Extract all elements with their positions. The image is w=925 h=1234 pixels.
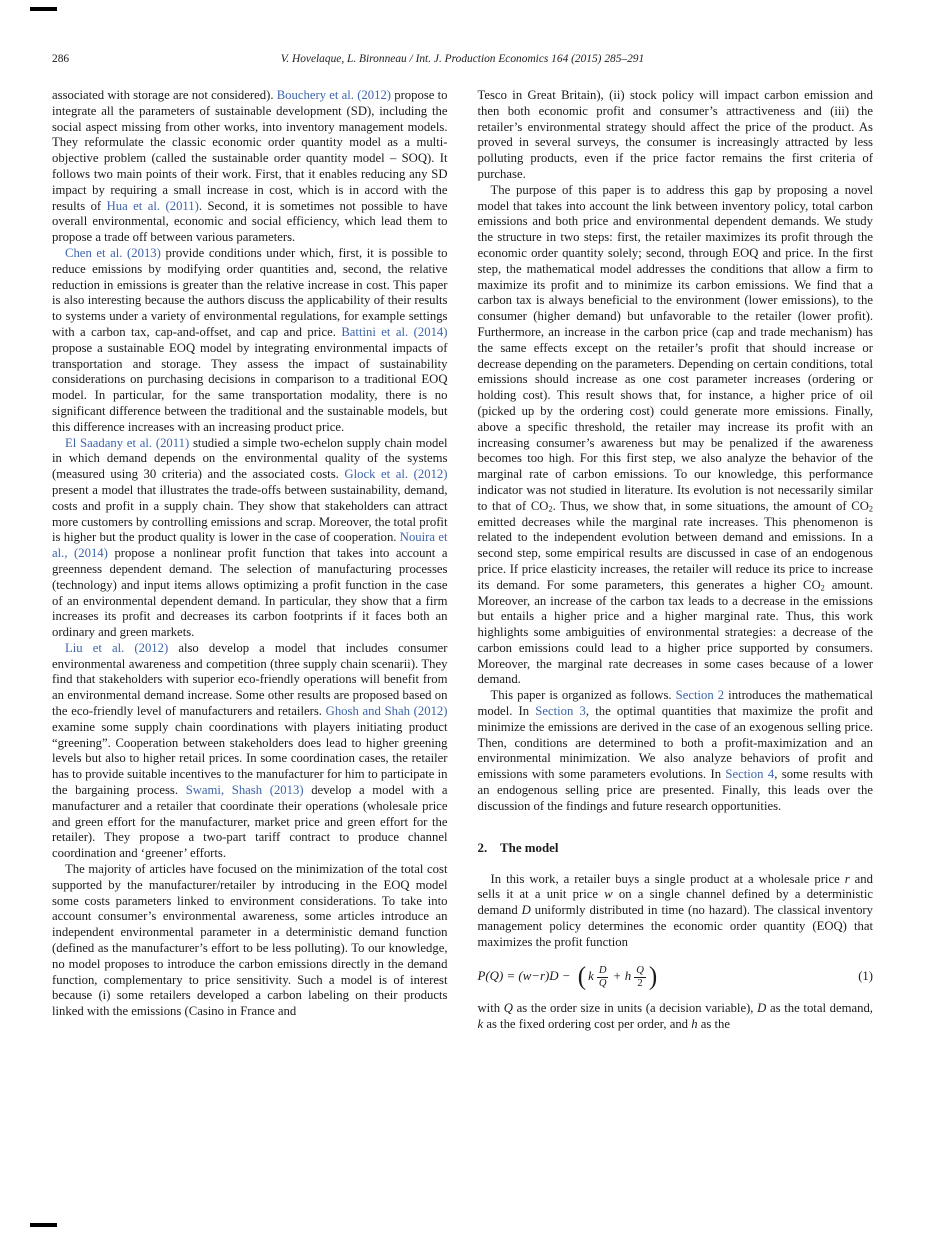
- text-run: propose a nonlinear profit function that takes into account a greenness dependent demand. The selection of manufacturing processes (technology) and input items allows optimizing a profit function in the case of an environmental dependent demand. In particular, they show that a firm increases its profit and decreases its carbon footprints if it faces both an ordinary and green markets.: [52, 546, 448, 640]
- text-run: D: [521, 903, 531, 918]
- citation-link[interactable]: Swami, Shash (2013): [185, 783, 304, 798]
- section-heading-the-model: 2. The model: [477, 840, 559, 855]
- equation-body: [477, 962, 659, 991]
- citation-link[interactable]: Glock et al. (2012): [344, 467, 448, 482]
- fraction-Q-over-2: [633, 965, 647, 990]
- text-run: associated with storage are not considered).: [52, 88, 277, 102]
- text-run: present a model that illustrates the trade-offs between sustainability, demand, costs and profit in a supply chain. They show that stakeholders can attract more customers by controlling emissions and scrap. Moreover, the total profit is higher but the product quality is lower in the case of cooperation.: [52, 482, 448, 545]
- citation-link[interactable]: Bouchery et al. (2012): [276, 88, 392, 102]
- text-run: , the optimal quantities that maximize the profit and minimize the emissions are derived in the case of an exogenous selling price. Then, conditions are determined to both a profit-maximization and an environmental minimization. We also analyze behaviors of profit and emissions with some parameters evolutions. In: [477, 704, 873, 782]
- text-run: amount. Moreover, an increase of the carbon tax leads to a decrease in the emissions but entails a higher price and a higher marginal rate. Thus, this work highlights some ambiguities of environmental strategies: a decrease of the carbon emissions could lead to a higher price supported by consumers. Moreover, the marginal rate decreases in some cases because of a lower demand.: [477, 577, 873, 687]
- paragraph: [52, 88, 448, 246]
- citation-link[interactable]: Chen et al. (2013): [65, 245, 161, 260]
- citation-link[interactable]: El Saadany et al. (2011): [65, 435, 190, 450]
- crop-mark-top: [30, 7, 57, 11]
- fraction-denominator: 2: [637, 977, 643, 989]
- paragraph: [478, 183, 874, 689]
- text-run: introduces the mathematical model. In: [477, 688, 873, 719]
- paragraph: [52, 246, 448, 436]
- right-column: [478, 88, 874, 1033]
- text-run: h: [691, 1016, 698, 1031]
- text-run: In this work, a retailer buys a single product at a wholesale price: [490, 871, 845, 886]
- text-run: uniformly distributed in time (no hazard). The classical inventory management policy determines the economic order quantity (EOQ) that maximizes the profit function: [477, 903, 873, 949]
- text-run: 2: [868, 504, 873, 514]
- running-head: V. Hovelaque, L. Bironneau / Int. J. Production Economics 164 (2015) 285–291: [280, 53, 645, 65]
- text-run: on a single channel defined by a deterministic demand: [477, 887, 873, 918]
- text-run: Q: [503, 1000, 513, 1015]
- article-body: [52, 88, 873, 1033]
- ordering-cost-symbol: k: [588, 969, 594, 984]
- after-equation-text: [478, 1001, 874, 1033]
- citation-link[interactable]: Battini et al. (2014): [341, 324, 448, 339]
- text-run: . Second, it is sometimes not possible to have overall environmental, economic and social efficiency, which lead them to propose a trade off between various parameters.: [52, 198, 448, 245]
- fraction-denominator: Q: [598, 977, 607, 989]
- text-run: , some results with an endogenous selling price are presented. Finally, this leads over the discussion of the findings and future research opportunities.: [477, 767, 873, 813]
- equation-1: [477, 962, 874, 991]
- section-link[interactable]: Section 3: [535, 704, 586, 719]
- citation-link[interactable]: Hua et al. (2011): [106, 198, 199, 213]
- text-run: studied a simple two-echelon supply chain model in which demand depends on the environmental quality of the systems (measured using 30 criteria) and the associated costs.: [52, 435, 448, 482]
- fraction-D-over-Q: [596, 965, 610, 990]
- citation-link[interactable]: Nouira et al., (2014): [52, 530, 448, 561]
- paragraph: [52, 436, 448, 641]
- page-number: 286: [52, 53, 70, 65]
- text-run: as the fixed ordering cost per order, and: [483, 1016, 692, 1031]
- text-run: 2: [820, 583, 825, 593]
- plus-operator: +: [613, 969, 621, 984]
- holding-cost-symbol: h: [624, 969, 632, 984]
- text-run: w: [604, 887, 613, 902]
- text-run: propose a sustainable EOQ model by integrating environmental impacts of transportation and storage. They assess the impact of sustainability considerations on purchasing decisions in comparison to a traditional EOQ model. In particular, for the same transportation modality, there is no significant difference between the traditional and the sustainable models, but this difference increases with an increasing product price.: [52, 340, 448, 434]
- right-column-text: [478, 88, 874, 815]
- text-run: Tesco in Great Britain), (ii) stock policy will impact carbon emission and then both economic profit and consumer’s attractiveness and (iii) the retailer’s environmental strategy should affect the price of the product. As proved in several surveys, the consumer is increasingly attracted by less polluting products, even if the price factor remains the first criteria of purchase.: [477, 88, 873, 181]
- left-column: [52, 88, 448, 1033]
- section-link[interactable]: Section 2: [675, 688, 725, 703]
- equation-lhs: P(Q) = (w−r)D −: [477, 969, 574, 984]
- citation-link[interactable]: Liu et al. (2012): [65, 640, 169, 655]
- text-run: as the order size in units (a decision variable),: [512, 1000, 758, 1015]
- text-run: k: [477, 1016, 484, 1031]
- text-run: propose to integrate all the parameters of sustainable development (SD), including the social aspect missing from other works, into inventory management models. They reformulate the classic economic order quantity model as a multi-objective problem (called the sustainable order quantity model – SOQ). It follows two main points of their work. First, that it enables reducing any SD impact by requiring a small increase in cost, which is in accord with the results of: [52, 88, 448, 213]
- text-run: This paper is organized as follows.: [490, 688, 676, 703]
- text-run: D: [757, 1000, 767, 1015]
- close-paren: ): [648, 962, 658, 991]
- text-run: also develop a model that includes consumer environmental awareness and competition (three supply chain scenarii). They find that stakeholders with superior eco-friendly operations will benefit from an environmental demand increase. Some other results are proposed based on the eco-friendly level of manufacturers and retailers.: [52, 640, 448, 719]
- text-run: develop a model with a manufacturer and a retailer that coordinate their operations (wholesale price and green effort for the manufacturer, market price and green effort for the retailer). They propose a two-part tariff contract to produce channel coordination and ‘greener’ efforts.: [52, 783, 448, 861]
- page-header: [52, 53, 873, 66]
- text-run: as the total demand,: [766, 1000, 873, 1015]
- text-run: provide conditions under which, first, it is possible to reduce emissions by modifying order quantities and, second, the relative reduction in emissions is greater than the relative increase in cost. This paper is also interesting because the authors discuss the applicability of their results to systems under a variety of environmental regulations, for example settings with a carbon tax, cap-and-offset, and cap and price.: [52, 245, 448, 339]
- text-run: and sells it at a unit price: [477, 871, 873, 902]
- paragraph: [52, 862, 448, 1020]
- citation-link[interactable]: Ghosh and Shah (2012): [325, 704, 448, 719]
- open-paren: (: [577, 962, 587, 991]
- text-run: 2: [548, 504, 553, 514]
- paragraph: [52, 641, 448, 862]
- section-link[interactable]: Section 4: [725, 767, 775, 782]
- text-run: as the: [697, 1016, 730, 1031]
- text-run: with: [477, 1000, 504, 1015]
- text-run: r: [844, 871, 850, 886]
- crop-mark-bottom: [30, 1223, 57, 1227]
- paragraph: [478, 88, 874, 183]
- model-intro-text: [478, 872, 874, 951]
- fraction-numerator: Q: [634, 965, 646, 978]
- paragraph: [478, 872, 874, 951]
- text-run: The majority of articles have focused on the minimization of the total cost supported by the manufacturer/retailer by introducing in the EOQ model some costs parameters linked to environment considerations. To take into account consumer’s environmental awareness, some articles introduce an independent environmental parameter in a deterministic demand function (defined as the manufacturer’s effort to be less polluting). To our knowledge, no model proposes to introduce the carbon emissions directly in the demand function, complementary to price sensitivity. Such a model is of interest because (i) some retailers developed a carbon labeling on their products linked with the emissions (Casino in France and: [52, 862, 448, 1019]
- paragraph: [478, 688, 874, 814]
- text-run: emitted decreases while the marginal rate increases. This phenomenon is related to the independent evolution between demand and emissions. In a second step, some empirical results are discussed in case of an endogenous price. If price elasticity increases, the retailer will reduce its price to increase its demand. For some parameters, this generates a higher CO: [477, 514, 873, 592]
- fraction-numerator: D: [597, 965, 609, 978]
- equation-number: (1): [858, 969, 873, 984]
- text-run: examine some supply chain coordinations with players initiating product “greening”. Cooperation between stakeholders does lead to higher greening levels but also to higher retail prices. In some coordination cases, the retailer has to provide suitable incentives to the manufacturer for him to participate in the bargaining process.: [52, 719, 448, 798]
- text-run: . Thus, we show that, in some situations, the amount of CO: [552, 498, 869, 513]
- text-run: The purpose of this paper is to address this gap by proposing a novel model that takes into account the link between inventory policy, total carbon emissions and both price and environmental dependent demands. We study the structure in two steps: first, the retailer maximizes its profit through the economic order quantity solely; second, through EOQ and price. In the first step, the mathematical model addresses the conditions that allow a firm to maximize its profit and to minimize its carbon emissions. We find that a carbon tax is always beneficial to the environment (lower emissions), to the consumer (higher demand) but unfavorable to the retailer (lower profit). Furthermore, an increase in the carbon price (cap and trade mechanism) has the same effects except on the retailer’s profit that should increase or decrease depending on the parameters. Depending on certain conditions, total emissions should increase as one cost parameter increases (ordering or holding cost). This result shows that, for instance, a higher price of oil (picked up by the ordering cost) could generate more emissions. Finally, above a specific threshold, the retailer may increase its profit with an increasing consumer’s awareness but may be penalized if the awareness becomes too high. For this first step, we also analyze the behavior of the marginal rate of carbon emissions. To our knowledge, this performance indicator was not studied in literature. Its evolution is not necessarily similar to that of CO: [477, 182, 873, 513]
- paragraph: [478, 1001, 874, 1033]
